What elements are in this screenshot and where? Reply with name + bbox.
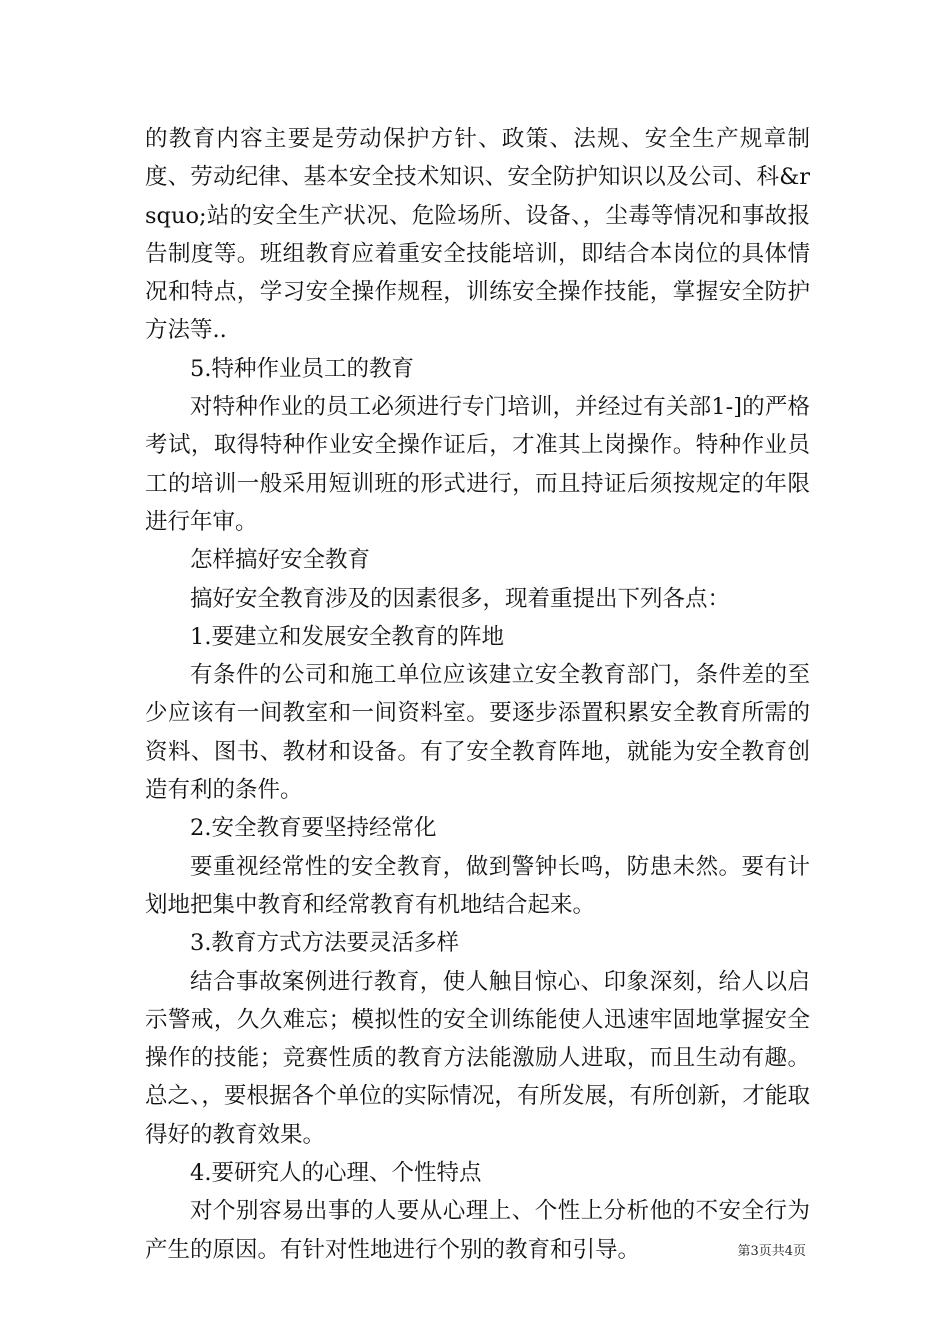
paragraph-education-base: 有条件的公司和施工单位应该建立安全教育部门，条件差的至少应该有一间教室和一间资料室。要逐步添置积累安全教育所需的资料、图书、教材和设备。有了安全教育阵地，就能为安全教育创造有利的条件。 xyxy=(145,662,810,804)
paragraph-flexible-methods: 结合事故案例进行教育，使人触目惊心、印象深刻，给人以启示警戒，久久难忘；模拟性的安全训练能使人迅速牢固地掌握安全操作的技能；竞赛性质的教育方法能激励人进取，而且生动有趣。总之、，要根据各个单位的实际情况，有所发展，有所创新，才能取得好的教育效果。 xyxy=(145,968,810,1148)
heading-psychology-personality: 4.要研究人的心理、个性特点 xyxy=(190,1160,482,1187)
heading-special-operations-training: 5.特种作业员工的教育 xyxy=(190,355,414,382)
heading-how-to-do-safety-education: 怎样搞好安全教育 xyxy=(190,547,371,574)
page-number: 第3页共4页 xyxy=(737,1244,806,1259)
paragraph-continued-education-content: 的教育内容主要是劳动保护方针、政策、法规、安全生产规章制度、劳动纪律、基本安全技术知识、安全防护知识以及公司、科&rsquo;站的安全生产状况、危险场所、设备、，尘毒等情况和事故报告制度等。班组教育应着重安全技能培训，即结合本岗位的具体情况和特点，学习安全操作规程，训练安全操作技能，掌握安全防护方法等.. xyxy=(145,126,810,344)
paragraph-psychology-personality: 对个别容易出事的人要从心理上、个性上分析他的不安全行为产生的原因。有针对性地进行个别的教育和引导。 xyxy=(145,1198,810,1263)
paragraph-regular-education: 要重视经常性的安全教育，做到警钟长鸣，防患未然。要有计划地把集中教育和经常教育有机地结合起来。 xyxy=(145,853,810,918)
paragraph-safety-education-intro: 搞好安全教育涉及的因素很多，现着重提出下列各点： xyxy=(190,585,731,612)
document-body xyxy=(145,120,810,1269)
heading-education-base: 1.要建立和发展安全教育的阵地 xyxy=(190,623,504,650)
heading-regular-education: 2.安全教育要坚持经常化 xyxy=(190,815,437,842)
heading-flexible-methods: 3.教育方式方法要灵活多样 xyxy=(190,930,459,957)
paragraph-special-operations-training: 对特种作业的员工必须进行专门培训，并经过有关部1-]的严格考试，取得特种作业安全操作证后，才准其上岗操作。特种作业员工的培训一般采用短训班的形式进行，而且持证后须按规定的年限进行年审。 xyxy=(145,394,810,535)
